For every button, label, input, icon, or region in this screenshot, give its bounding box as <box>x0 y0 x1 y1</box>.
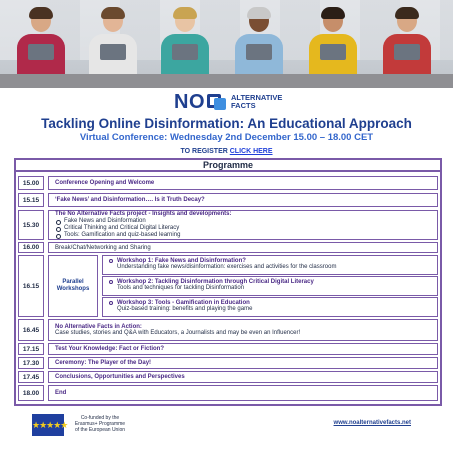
register-prefix: TO REGISTER <box>180 148 230 155</box>
row-time: 15.30 <box>18 210 44 240</box>
conference-date: Virtual Conference: Wednesday 2nd December 15.00 – 18.00 CET <box>79 132 374 143</box>
bullet-icon <box>109 301 113 305</box>
table-row <box>18 242 438 253</box>
person-2 <box>86 10 140 82</box>
row-text: Ceremony: The Player of the Day! <box>48 357 438 369</box>
bullet-icon <box>109 259 113 263</box>
table-row <box>18 371 438 383</box>
logo-no: NO <box>174 90 205 113</box>
logo-text: ALTERNATIVE FACTS <box>231 93 283 110</box>
row-time: 17.45 <box>18 371 44 383</box>
bullet-icon <box>109 280 113 284</box>
page-title: Tackling Online Disinformation: An Educational Approach <box>41 116 412 131</box>
table-row <box>18 343 438 355</box>
person-6 <box>380 10 434 82</box>
programme-heading: Programme <box>16 160 440 172</box>
row-text: Conclusions, Opportunities and Perspectives <box>48 371 438 383</box>
row-text: ‘Fake News’ and Disinformation…. Is it Truth Decay? <box>48 193 438 207</box>
table-row <box>18 357 438 369</box>
row-time: 15.00 <box>18 176 44 190</box>
row-time: 16.00 <box>18 242 44 253</box>
table-row <box>18 176 438 190</box>
row-text: No Alternative Facts in Action: Case studies, stories and Q&A with Educators, a Journalists and may be even an Influencer! <box>48 319 438 341</box>
logo-mark-icon <box>207 93 227 111</box>
register-line <box>0 148 453 155</box>
row-time: 16.45 <box>18 319 44 341</box>
website-link[interactable]: www.noalternativefacts.net <box>333 420 411 426</box>
row-text: End <box>48 385 438 401</box>
row-time: 17.15 <box>18 343 44 355</box>
programme-table <box>14 158 442 406</box>
list-item: Tools: Gamification and quiz-based learning <box>55 232 431 239</box>
bullet-list <box>55 218 431 239</box>
list-item: Critical Thinking and Critical Digital Literacy <box>55 225 431 232</box>
table-row <box>18 210 438 240</box>
list-item: Fake News and Disinformation <box>55 218 431 225</box>
table-row <box>18 319 438 341</box>
hero-bench <box>0 74 453 88</box>
footer <box>0 412 453 453</box>
row-text: Break/Chat/Networking and Sharing <box>48 242 438 253</box>
row-time: 18.00 <box>18 385 44 401</box>
person-4 <box>232 10 286 82</box>
workshop-3: Workshop 3: Tools - Gamification in Education Quiz-based training: benefits and playing the game <box>102 297 438 317</box>
table-row <box>18 385 438 401</box>
person-1 <box>14 10 68 82</box>
parallel-workshops-label: Parallel Workshops <box>48 255 98 317</box>
cofund-text: Co-funded by the Erasmus+ Programme of the European Union <box>74 415 126 433</box>
row-text: Test Your Knowledge: Fact or Fiction? <box>48 343 438 355</box>
row-time: 17.30 <box>18 357 44 369</box>
workshop-2: Workshop 2: Tackling Disinformation through Critical Digital Literacy Tools and techniques for tackling Disinformation <box>102 276 438 296</box>
table-row <box>18 193 438 207</box>
row-time: 16.15 <box>18 255 44 317</box>
table-row <box>18 255 438 317</box>
register-link[interactable]: CLICK HERE <box>229 148 273 155</box>
person-5 <box>306 10 360 82</box>
eu-flag-icon: ★★★★★ <box>32 414 64 436</box>
project-logo <box>174 90 282 114</box>
hero-photo <box>0 0 453 88</box>
row-time: 15.15 <box>18 193 44 207</box>
workshop-1: Workshop 1: Fake News and Disinformation? Understanding fake news/disinformation: exercises and activities for the classroom <box>102 255 438 275</box>
row-text: The No Alternative Facts project - Insights and developments: Fake News and Disinformation Critical Thinking and Critical Digital Literacy Tools: Gamification and quiz-based learning <box>48 210 438 240</box>
row-text: Conference Opening and Welcome <box>48 176 438 190</box>
person-3 <box>158 10 212 82</box>
